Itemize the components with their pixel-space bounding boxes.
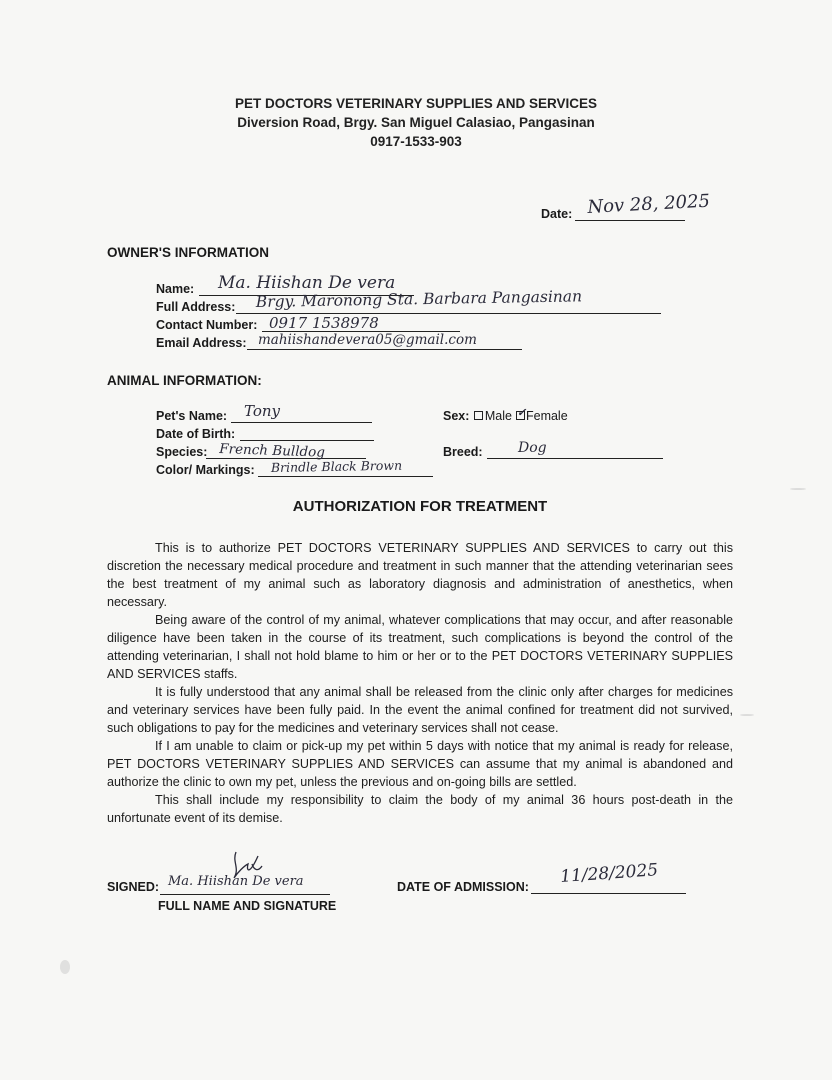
color-line <box>258 476 433 477</box>
scan-speck <box>790 488 806 490</box>
sex-field <box>443 409 568 423</box>
company-address: Diversion Road, Brgy. San Miguel Calasiao, Pangasinan <box>237 115 595 130</box>
authorization-paragraph: This is to authorize PET DOCTORS VETERINARY SUPPLIES AND SERVICES to carry out this discretion the necessary medical procedure and treatment in such manner that the attending veterinarian sees the best treatment of my animal such as laboratory diagnosis and administration of anesthetics, when necessary. <box>107 541 733 609</box>
male-checkbox[interactable] <box>474 411 483 420</box>
species-label: Species: <box>156 445 208 459</box>
breed-label: Breed: <box>443 445 483 459</box>
authorization-paragraph: Being aware of the control of my animal, whatever complications that may occur, and after reasonable diligence have been taken in the course of its treatment, such complications is beyond the control of the attending veterinarian, I shall not hold blame to him or her or to the PET DOCTORS VETERINARY SUPPLIES AND SERVICES staffs. <box>107 613 733 681</box>
letterhead <box>0 94 832 151</box>
color-label: Color/ Markings: <box>156 463 255 477</box>
owner-name-label: Name: <box>156 282 195 296</box>
owner-email-line <box>247 349 522 350</box>
breed-value: Dog <box>518 440 547 456</box>
owner-address-label: Full Address: <box>156 300 236 314</box>
female-checkbox[interactable] <box>516 411 525 420</box>
date-line <box>575 220 685 221</box>
color-value: Brindle Black Brown <box>270 457 403 475</box>
dob-label: Date of Birth: <box>156 427 236 441</box>
date-value: Nov 28, 2025 <box>586 190 711 218</box>
authorization-paragraph: It is fully understood that any animal shall be released from the clinic only after charges for medicines and veterinary services have been fully paid. In the event the animal confined for treatment did not survived, such obligations to pay for the medicines and veterinary services shall not cease. <box>107 685 733 735</box>
signature-mark <box>228 848 268 892</box>
authorization-title: AUTHORIZATION FOR TREATMENT <box>292 498 548 515</box>
company-name: PET DOCTORS VETERINARY SUPPLIES AND SERVICES <box>234 96 598 111</box>
authorization-paragraph: This shall include my responsibility to claim the body of my animal 36 hours post-death in the unfortunate event of its demise. <box>107 793 733 825</box>
admission-value: 11/28/2025 <box>559 860 659 887</box>
sex-label: Sex: <box>443 409 470 423</box>
female-option-label: Female <box>525 409 568 423</box>
owner-email-label: Email Address: <box>156 336 247 350</box>
owner-contact-value: 0917 1538978 <box>269 314 379 332</box>
dob-line <box>240 440 374 441</box>
company-phone: 0917-1533-903 <box>370 134 462 149</box>
owner-heading: OWNER'S INFORMATION <box>107 245 269 260</box>
breed-line <box>487 458 663 459</box>
admission-line <box>531 893 686 894</box>
pet-name-line <box>231 422 372 423</box>
date-label: Date: <box>541 207 573 221</box>
owner-name-value: Ma. Hiishan De vera <box>218 273 396 293</box>
scan-speck <box>740 714 754 716</box>
scan-speck <box>60 960 70 974</box>
owner-contact-label: Contact Number: <box>156 318 258 332</box>
animal-heading: ANIMAL INFORMATION: <box>107 373 262 388</box>
owner-address-value: Brgy. Maronong Sta. Barbara Pangasinan <box>255 287 583 311</box>
authorization-body <box>107 539 733 827</box>
signature-line <box>160 894 330 895</box>
species-value: French Bulldog <box>219 441 326 461</box>
signed-name-value: Ma. Hiishan De vera <box>168 874 304 889</box>
pet-name-label: Pet's Name: <box>156 409 228 423</box>
pet-name-value: Tony <box>244 402 281 420</box>
authorization-paragraph: If I am unable to claim or pick-up my pet within 5 days with notice that my animal is ready for release, PET DOCTORS VETERINARY SUPPLIES AND SERVICES can assume that my animal is abandoned and authorize the clinic to own my pet, unless the previous and on-going bills are settled. <box>107 739 733 789</box>
owner-email-value: mahiishandevera05@gmail.com <box>258 332 477 348</box>
signed-label: SIGNED: <box>107 880 160 894</box>
male-option-label: Male <box>484 409 512 423</box>
admission-label: DATE OF ADMISSION: <box>397 880 529 894</box>
signature-caption: FULL NAME AND SIGNATURE <box>158 899 337 913</box>
